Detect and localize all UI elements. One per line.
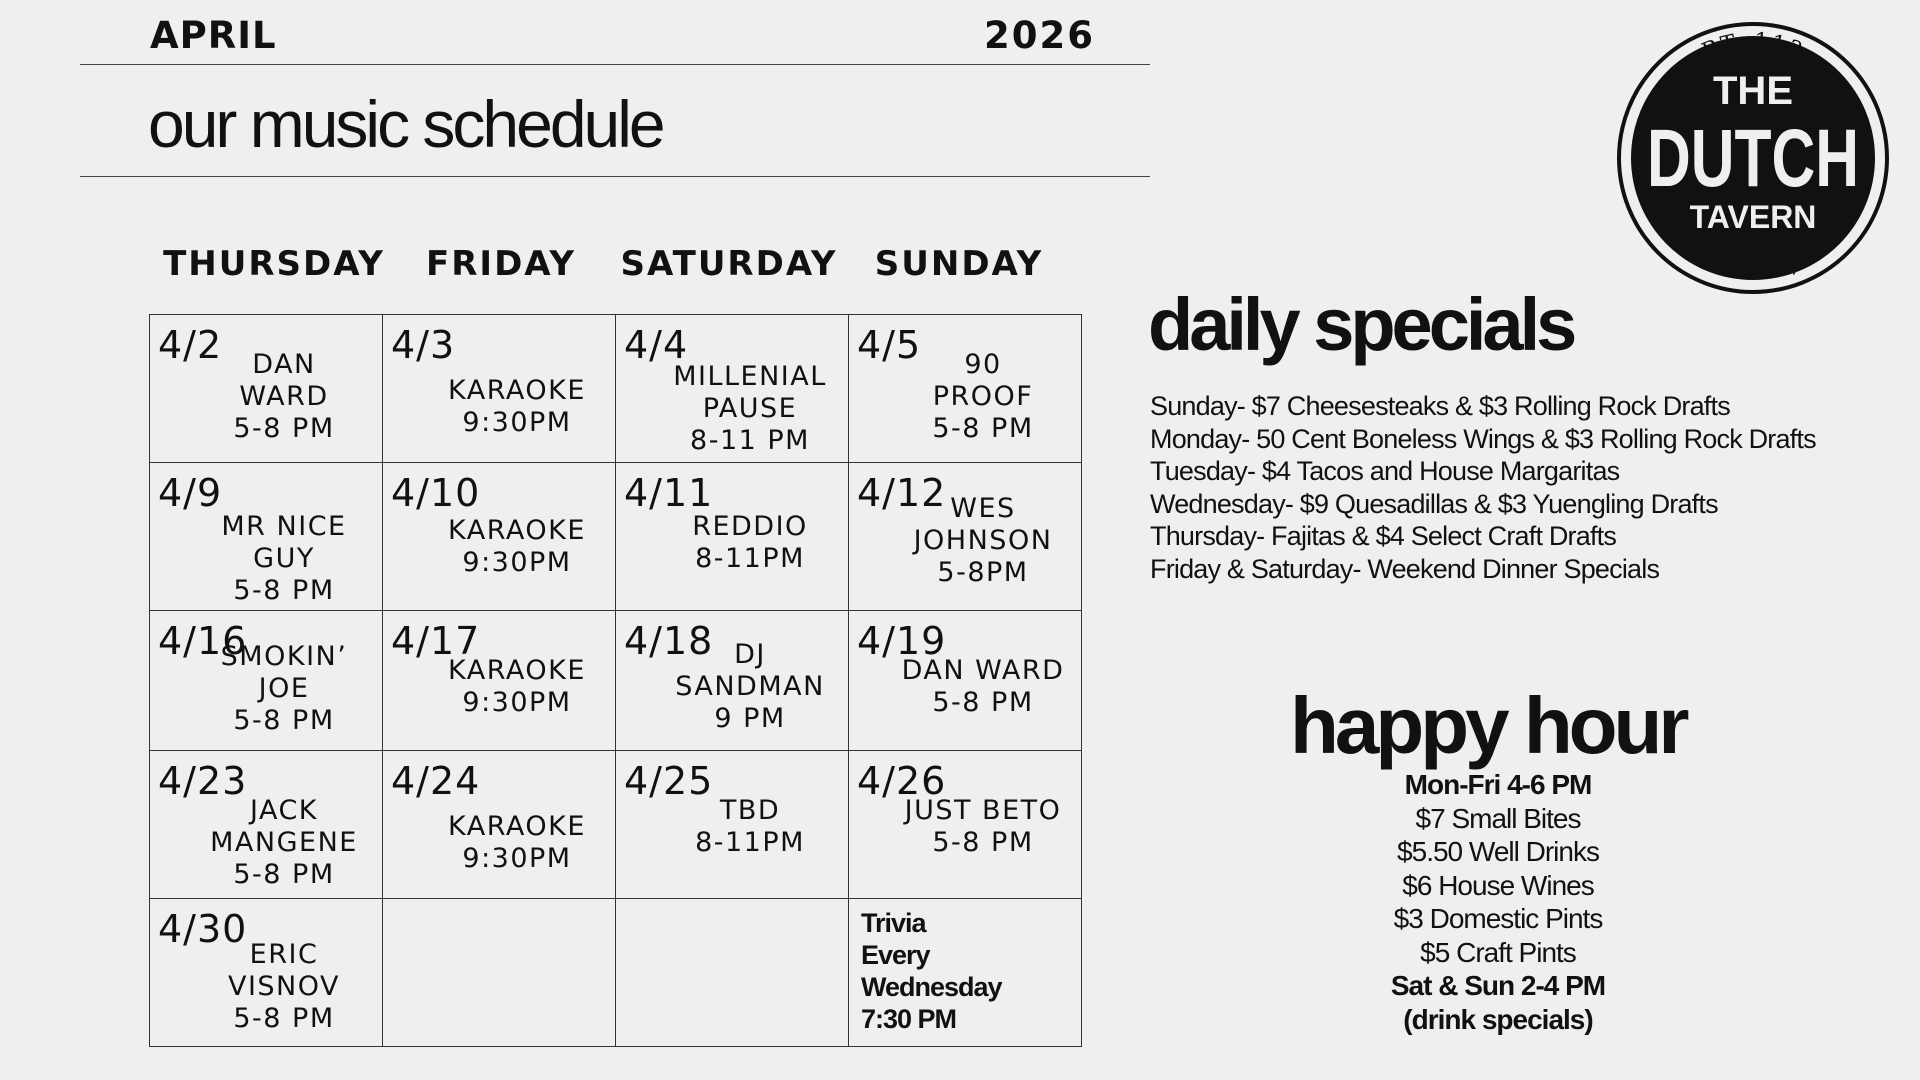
cell-date: 4/17 xyxy=(391,619,481,663)
cell-event: DAN WARD 5-8 PM xyxy=(233,349,335,444)
day-header-sunday: SUNDAY xyxy=(874,244,1044,284)
cell-event: KARAOKE 9:30PM xyxy=(448,375,586,438)
calendar-cell xyxy=(383,315,616,463)
week-row xyxy=(150,315,1082,463)
cell-event: SMOKIN’ JOE 5-8 PM xyxy=(220,641,348,736)
cell-event: JUST BETO 5-8 PM xyxy=(904,795,1062,858)
cell-event: DAN WARD 5-8 PM xyxy=(901,655,1065,718)
week-row xyxy=(150,899,1082,1047)
cell-date: 4/26 xyxy=(857,759,947,803)
cell-date: 4/3 xyxy=(391,323,456,367)
special-item: Friday & Saturday- Weekend Dinner Specials xyxy=(1150,553,1660,584)
happy-hour-weekend: Sat & Sun 2-4 PM xyxy=(1390,970,1606,1001)
cell-event: KARAOKE 9:30PM xyxy=(448,515,586,578)
happy-hour-title: happy hour xyxy=(1290,681,1686,770)
week-row xyxy=(150,463,1082,611)
calendar-cell xyxy=(150,315,383,463)
happy-hour-weekend-note: (drink specials) xyxy=(1403,1003,1593,1035)
calendar-cell xyxy=(616,751,849,899)
cell-date: 4/24 xyxy=(391,759,481,803)
week-row xyxy=(150,611,1082,751)
year-label: 2026 xyxy=(984,14,1095,57)
cell-date: 4/10 xyxy=(391,471,481,515)
calendar-cell xyxy=(616,463,849,611)
daily-specials-title: daily specials xyxy=(1148,283,1574,366)
daily-specials-list xyxy=(1150,390,1816,585)
calendar-cell-empty xyxy=(383,899,616,1047)
cell-date: 4/30 xyxy=(158,907,248,951)
cell-date: 4/18 xyxy=(624,619,714,663)
cell-date: 4/16 xyxy=(158,619,248,663)
schedule-calendar xyxy=(149,314,1082,1047)
cell-date: 4/9 xyxy=(158,471,223,515)
calendar-cell xyxy=(616,611,849,751)
cell-event: TBD 8-11PM xyxy=(695,795,805,858)
special-item: Tuesday- $4 Tacos and House Margaritas xyxy=(1150,456,1620,486)
dutch-tavern-logo xyxy=(1610,8,1896,294)
calendar-cell xyxy=(849,751,1082,899)
cell-event: KARAOKE 9:30PM xyxy=(448,655,586,718)
cell-date: 4/19 xyxy=(857,619,947,663)
happy-hour-item: $5 Craft Pints xyxy=(1420,936,1576,968)
week-row xyxy=(150,751,1082,899)
calendar-cell xyxy=(150,463,383,611)
calendar-cell xyxy=(849,315,1082,463)
calendar-cell xyxy=(849,611,1082,751)
calendar-cell xyxy=(849,463,1082,611)
trivia-note: Trivia Every Wednesday 7:30 PM xyxy=(861,908,1002,1034)
cell-event: JACK MANGENE 5-8 PM xyxy=(210,795,358,890)
trivia-cell xyxy=(849,899,1082,1047)
month-label: APRIL xyxy=(150,14,277,57)
calendar-cell xyxy=(150,611,383,751)
logo-top-text: RT. 113 xyxy=(1698,28,1808,65)
cell-event: WES JOHNSON 5-8PM xyxy=(913,493,1053,588)
logo-line-the: THE xyxy=(1713,69,1793,113)
cell-event: REDDIO 8-11PM xyxy=(692,511,808,574)
happy-hour-weekday: Mon-Fri 4-6 PM xyxy=(1404,769,1592,800)
calendar-cell xyxy=(383,611,616,751)
calendar-cell xyxy=(383,751,616,899)
logo-line-dutch: DUTCH xyxy=(1647,113,1859,204)
cell-date: 4/12 xyxy=(857,471,947,515)
calendar-cell xyxy=(616,315,849,463)
cell-event: MILLENIAL PAUSE 8-11 PM xyxy=(673,361,827,456)
logo-bottom-text: SKIPPACK, PA xyxy=(1670,234,1836,286)
happy-hour-list xyxy=(1340,768,1656,1036)
title-divider xyxy=(80,176,1150,177)
special-item: Wednesday- $9 Quesadillas & $3 Yuengling Drafts xyxy=(1150,488,1718,519)
happy-hour-item: $6 House Wines xyxy=(1402,869,1594,901)
logo-line-tavern: TAVERN xyxy=(1689,199,1817,235)
happy-hour-item: $3 Domestic Pints xyxy=(1393,903,1603,934)
cell-event: 90 PROOF 5-8 PM xyxy=(932,349,1034,444)
happy-hour-item: $5.50 Well Drinks xyxy=(1397,836,1599,867)
cell-date: 4/11 xyxy=(624,471,714,515)
cell-date: 4/25 xyxy=(624,759,714,803)
cell-event: MR NICE GUY 5-8 PM xyxy=(221,511,347,606)
cell-event: ERIC VISNOV 5-8 PM xyxy=(227,939,341,1034)
calendar-cell-empty xyxy=(616,899,849,1047)
calendar-cell xyxy=(150,751,383,899)
calendar-cell xyxy=(383,463,616,611)
day-header-saturday: SATURDAY xyxy=(620,244,838,284)
cell-date: 4/2 xyxy=(158,323,223,367)
cell-date: 4/23 xyxy=(158,759,248,803)
page-title: our music schedule xyxy=(148,87,663,161)
special-item: Monday- 50 Cent Boneless Wings & $3 Rolling Rock Drafts xyxy=(1150,423,1816,454)
top-divider xyxy=(80,64,1150,65)
cell-event: DJ SANDMAN 9 PM xyxy=(675,639,825,734)
special-item: Sunday- $7 Cheesesteaks & $3 Rolling Rock Drafts xyxy=(1150,391,1730,421)
calendar-cell xyxy=(150,899,383,1047)
cell-date: 4/4 xyxy=(624,323,689,367)
cell-event: KARAOKE 9:30PM xyxy=(448,811,586,874)
day-header-thursday: THURSDAY xyxy=(163,244,385,284)
special-item: Thursday- Fajitas & $4 Select Craft Drafts xyxy=(1150,521,1617,551)
happy-hour-item: $7 Small Bites xyxy=(1415,802,1581,834)
cell-date: 4/5 xyxy=(857,323,922,367)
day-header-friday: FRIDAY xyxy=(426,244,576,284)
